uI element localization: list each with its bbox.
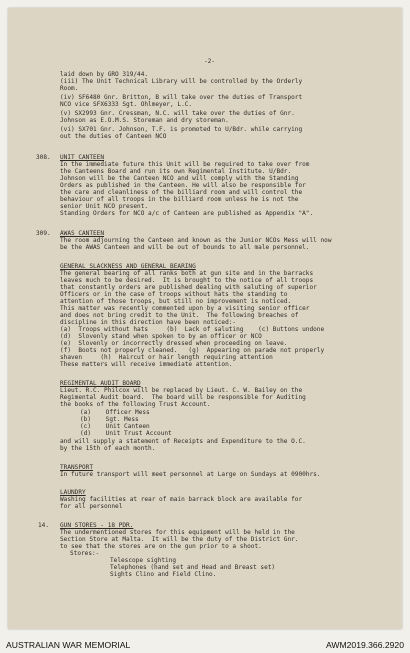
list-item: Telephones (hand set and Head and Breast set) <box>110 564 276 571</box>
text-line: the care and cleanliness of the billiard room and will control the <box>60 189 303 196</box>
text-line: leaves much to be desired. It is brought to the notice of all troops <box>60 277 314 284</box>
text-line: for all personnel <box>60 503 123 510</box>
section-heading: REGIMENTAL AUDIT BOARD <box>60 380 141 387</box>
text-line: Lieut. R.C. Philcox will be replaced by Lieut. C. W. Bailey on the <box>60 387 303 394</box>
text-line: by the 15th of each month. <box>60 445 156 452</box>
text-line: The general bearing of all ranks both at gun site and in the barracks <box>60 270 314 277</box>
text-line: to see that the stores are on the gun prior to a shoot. <box>60 543 262 550</box>
text-line: (a) Troops without hats (b) Lack of saluting (c) Buttons undone <box>60 326 325 333</box>
text-line: Section Store at Malta. It will be the duty of the District Gnr. <box>60 536 299 543</box>
text-line: Johnson will be the Canteen NCO and will comply with the Standing <box>60 175 299 182</box>
document-body <box>8 8 402 629</box>
image-footer <box>0 631 410 653</box>
list-item: (d) Unit Trust Account <box>80 430 172 437</box>
list-item: (c) Unit Canteen <box>80 423 150 430</box>
footer-source: AUSTRALIAN WAR MEMORIAL <box>6 640 131 650</box>
text-line: and will supply a statement of Receipts and Expenditure to the O.C. <box>60 438 306 445</box>
text-line: These matters will receive immediate attention. <box>60 361 233 368</box>
section-number: 14. <box>38 522 50 529</box>
text-line: laid down by GRO 319/44. <box>60 71 149 78</box>
text-line: Room. <box>60 85 79 92</box>
text-line: Johnson as E.O.M.S. Storeman and dry storeman. <box>60 117 229 124</box>
text-line: Stores:- <box>70 550 100 557</box>
text-line: (iii) The Unit Technical Library will be controlled by the Orderly <box>60 78 303 85</box>
text-line: attention of those troops, but still no improvement is noticed. <box>60 298 292 305</box>
text-line: senior Unit NCO present. <box>60 203 149 210</box>
text-line: (e) Slovenly or incorrectly dressed when proceeding on leave. <box>60 340 288 347</box>
section-heading: GENERAL SLACKNESS AND GENERAL BEARING <box>60 263 196 270</box>
section-number: 308. <box>36 154 51 161</box>
page-number: -2- <box>204 58 216 65</box>
list-item: (b) Sgt. Mess <box>80 416 139 423</box>
section-heading: GUN STORES - 18 PDR. <box>60 522 134 529</box>
text-line: shaven (h) Haircut or hair length requiring attention <box>60 354 273 361</box>
text-line: be the AWAS Canteen and will be out of bounds to all male personnel. <box>60 244 310 251</box>
section-heading: AWAS CANTEEN <box>60 230 105 237</box>
text-line: Orders as published in the Canteen. He will also be responsible for <box>60 182 306 189</box>
text-line: In future transport will meet personnel at Large on Sundays at 0900hrs. <box>60 471 321 478</box>
section-heading: LAUNDRY <box>60 489 86 496</box>
text-line: (iv) SF6480 Gnr. Britton, B will take over the duties of Transport <box>60 94 303 101</box>
text-line: out the duties of Canteen NCO <box>60 133 167 140</box>
text-line: This matter was recently commented upon by a visiting senior officer <box>60 305 310 312</box>
text-line: the Canteens Board and run its own Regimental Institute. U/Bdr. <box>60 168 292 175</box>
text-line: and does not bring credit to the Unit. The following breaches of <box>60 312 299 319</box>
text-line: (d) Slovenly stand when spoken to by an officer or NCO <box>60 333 262 340</box>
text-line: discipline in this direction have been noticed:- <box>60 319 237 326</box>
text-line: behaviour of all troops in the billiard room unless he is not the <box>60 196 299 203</box>
text-line: NCO vice SFX6333 Sgt. Ohlmeyer, L.C. <box>60 101 193 108</box>
text-line: In the immediate future this Unit will be required to take over from <box>60 161 310 168</box>
list-item: Sights Clino and Field Clino. <box>110 571 217 578</box>
section-heading: UNIT CANTEEN <box>60 154 105 161</box>
text-line: (vi) SX701 Gnr. Johnson, T.F. is promoted to U/Bdr. while carrying <box>60 126 303 133</box>
document-page <box>8 8 402 629</box>
list-item: Telescope sighting <box>110 557 177 564</box>
text-line: The room adjourning the Canteen and known as the Junior NCOs Mess will now <box>60 237 332 244</box>
list-item: (a) Officer Mess <box>80 409 150 416</box>
text-line: (v) SX2993 Gnr. Cressman, N.C. will take over the duties of Gnr. <box>60 110 295 117</box>
text-line: Regimental Audit board. The board will be responsible for Auditing <box>60 394 306 401</box>
footer-id: AWM2019.366.2920 <box>325 640 404 650</box>
section-number: 309. <box>36 230 51 237</box>
section-heading: TRANSPORT <box>60 464 94 471</box>
text-line: Standing Orders for NCO a/c of Canteen are published as Appendix "A". <box>60 210 314 217</box>
text-line: The undermentioned stores for this equipment will be held in the <box>60 529 295 536</box>
text-line: Officers or in the case of troops without hats the standing to <box>60 291 288 298</box>
text-line: Washing facilities at rear of main barrack block are available for <box>60 496 303 503</box>
text-line: the books of the following Trust Account. <box>60 401 211 408</box>
text-line: that constantly orders are published dealing with saluting of superior <box>60 284 317 291</box>
text-line: (f) Boots not properly cleaned. (g) Appearing on parade not properly <box>60 347 325 354</box>
